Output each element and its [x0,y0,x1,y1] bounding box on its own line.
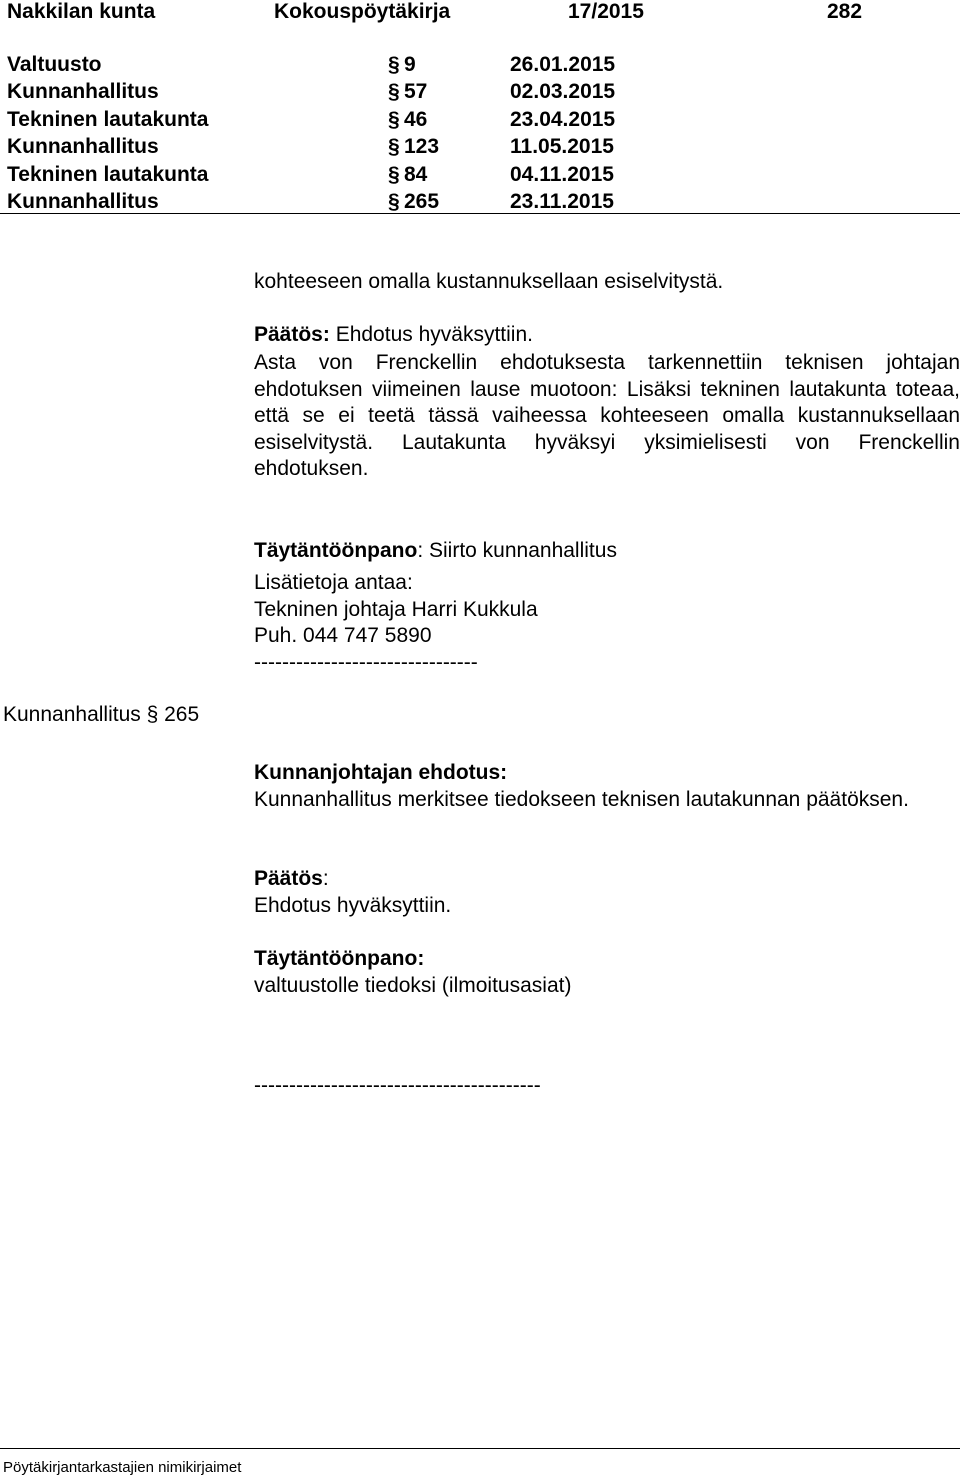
history-body: Kunnanhallitus [7,80,159,104]
execution-text: valtuustolle tiedoksi (ilmoitusasiat) [254,973,572,997]
history-number: 265 [404,189,440,213]
history-row [7,79,960,106]
history-date: 23.11.2015 [510,189,614,213]
history-divider [0,213,960,214]
section-sign: § [388,135,400,159]
contact-phone: Puh. 044 747 5890 [254,624,432,647]
section-sign: § [388,107,400,131]
contact-person: Tekninen johtaja Harri Kukkula [254,597,538,621]
history-row [7,162,960,189]
section-sign: § [388,53,400,76]
history-date: 04.11.2015 [510,162,614,186]
history-date: 11.05.2015 [510,135,614,159]
section-sign: § [388,162,400,186]
history-row [7,52,960,79]
execution-label: Täytäntöönpano: [254,947,425,970]
footer-text: Pöytäkirjantarkastajien nimikirjaimet [3,1459,242,1476]
decision-label: Päätös: [254,323,330,346]
history-body: Kunnanhallitus [7,189,159,213]
section-sign: § [388,80,400,104]
footer-divider [0,1448,960,1449]
page-header [0,0,960,26]
document-type: Kokouspöytäkirja [274,0,451,23]
page-number: 282 [827,0,863,23]
tech-decision [254,322,960,349]
history-number: 84 [404,162,428,186]
execution-label: Täytäntöönpano [254,539,418,562]
section-label: Kunnanhallitus § 265 [3,703,200,726]
execution-text: : Siirto kunnanhallitus [417,539,617,562]
decision-colon: : [322,867,329,890]
municipality-name: Nakkilan kunta [7,0,156,23]
history-row [7,107,960,134]
board-proposal [254,760,960,813]
history-number: 57 [404,80,428,104]
tech-execution [254,538,960,565]
board-decision [254,866,960,919]
history-date: 26.01.2015 [510,53,616,76]
history-body: Tekninen lautakunta [7,107,209,131]
history-number: 9 [404,53,416,76]
decision-text: Ehdotus hyväksyttiin. [329,323,533,346]
history-body: Tekninen lautakunta [7,162,209,186]
history-body: Kunnanhallitus [7,135,159,159]
proposal-text: Kunnanhallitus merkitsee tiedokseen teknisen lautakunnan päätöksen. [254,787,909,811]
contact-label: Lisätietoja antaa: [254,571,413,594]
history-number: 46 [404,107,428,131]
amendment-text: Asta von Frenckellin ehdotuksesta tarkennettiin teknisen johtajan ehdotuksen viimeinen lause muotoon: Lisäksi tekninen lautakunta toteaa, että se ei teetä tässä vaiheessa kohteeseen omalla kustannuksellaan esiselvitystä. Lautakunta hyväksyi yksimielisesti von Frenckellin ehdotuksen. [254,351,960,480]
history-date: 02.03.2015 [510,80,616,104]
decision-text: Ehdotus hyväksyttiin. [254,893,452,917]
end-separator: ----------------------------------------- [254,1074,541,1097]
section-sign: § [388,189,400,213]
section-separator: -------------------------------- [254,650,478,674]
meeting-number: 17/2015 [568,0,644,23]
contact-info [254,570,960,676]
decision-label: Päätös [254,867,323,890]
decision-history [7,52,960,216]
history-date: 23.04.2015 [510,107,616,131]
continued-text: kohteeseen omalla kustannuksellaan esiselvitystä. [254,270,724,293]
history-row [7,134,960,161]
history-number: 123 [404,135,440,159]
proposal-label: Kunnanjohtajan ehdotus: [254,761,508,784]
history-body: Valtuusto [7,53,102,76]
board-execution [254,946,960,999]
